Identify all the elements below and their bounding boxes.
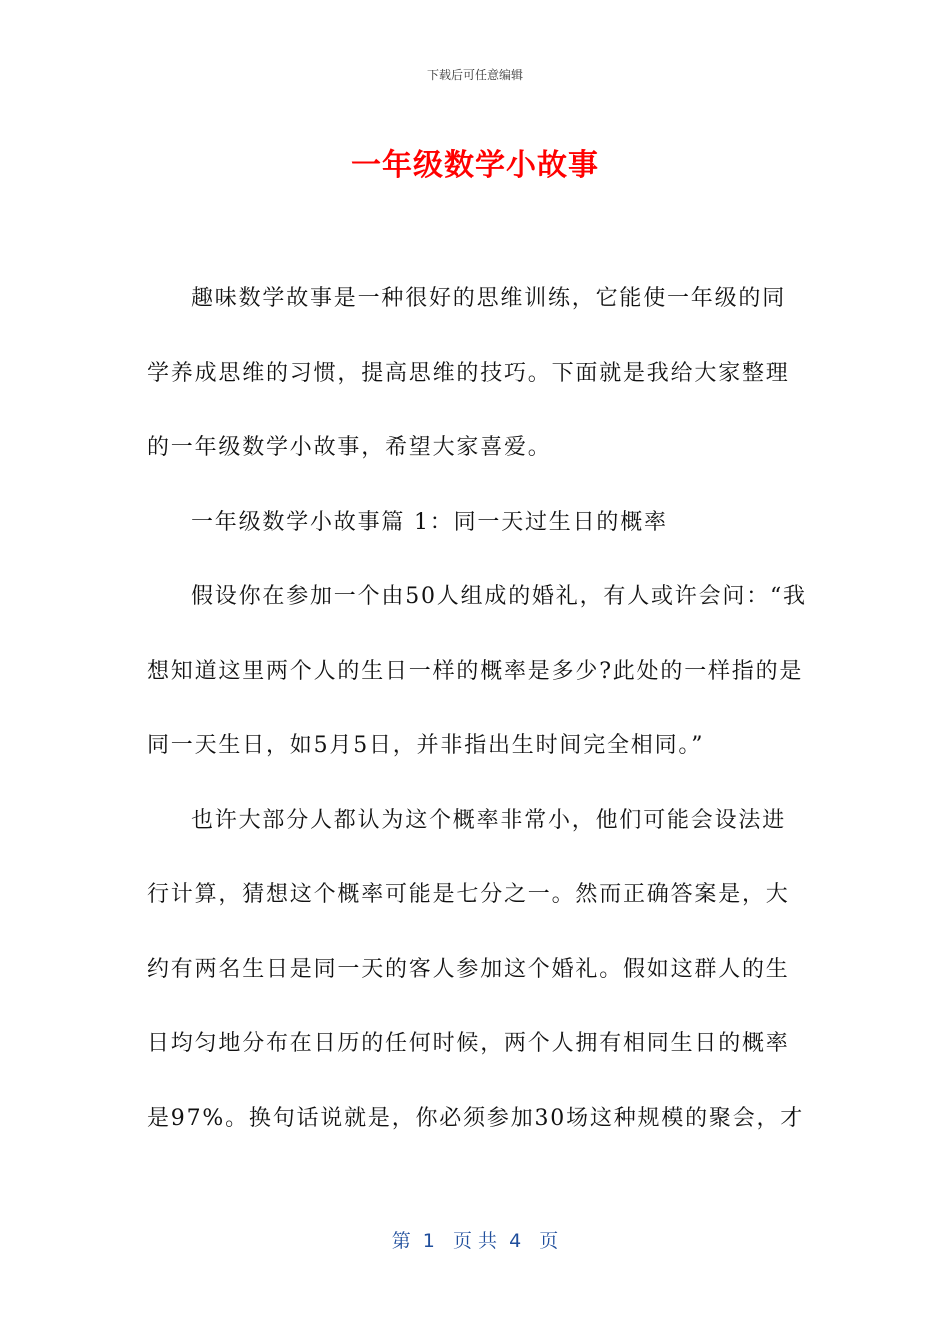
header-note: 下载后可任意编辑 xyxy=(426,68,523,82)
paragraph-intro: 趣味数学故事是一种很好的思维训练，它能使一年级的同学养成思维的习惯，提高思维的技巧。下面就是我给大家整理的一年级数学小故事，希望大家喜爱。 xyxy=(147,286,790,460)
document-title: 一年级数学小故事 xyxy=(351,148,599,183)
document-body xyxy=(147,262,807,1156)
paragraph-wedding-question: 假设你在参加一个由50人组成的婚礼，有人或许会问：“我想知道这里两个人的生日一样的概率是多少?此处的一样指的是同一天生日，如5月5日，并非指出生时间完全相同。” xyxy=(147,584,807,758)
paragraph-probability-answer: 也许大部分人都认为这个概率非常小，他们可能会设法进行计算，猜想这个概率可能是七分之一。然而正确答案是，大约有两名生日是同一天的客人参加这个婚礼。假如这群人的生日均匀地分布在日历的任何时候，两个人拥有相同生日的概率是97%。换句话说就是，你必须参加30场这种规模的聚会，才 xyxy=(147,807,805,1131)
paragraph-section-heading: 一年级数学小故事篇 1：同一天过生日的概率 xyxy=(191,509,668,535)
page-number-footer: 第 1 页 共 4 页 xyxy=(391,1230,559,1252)
